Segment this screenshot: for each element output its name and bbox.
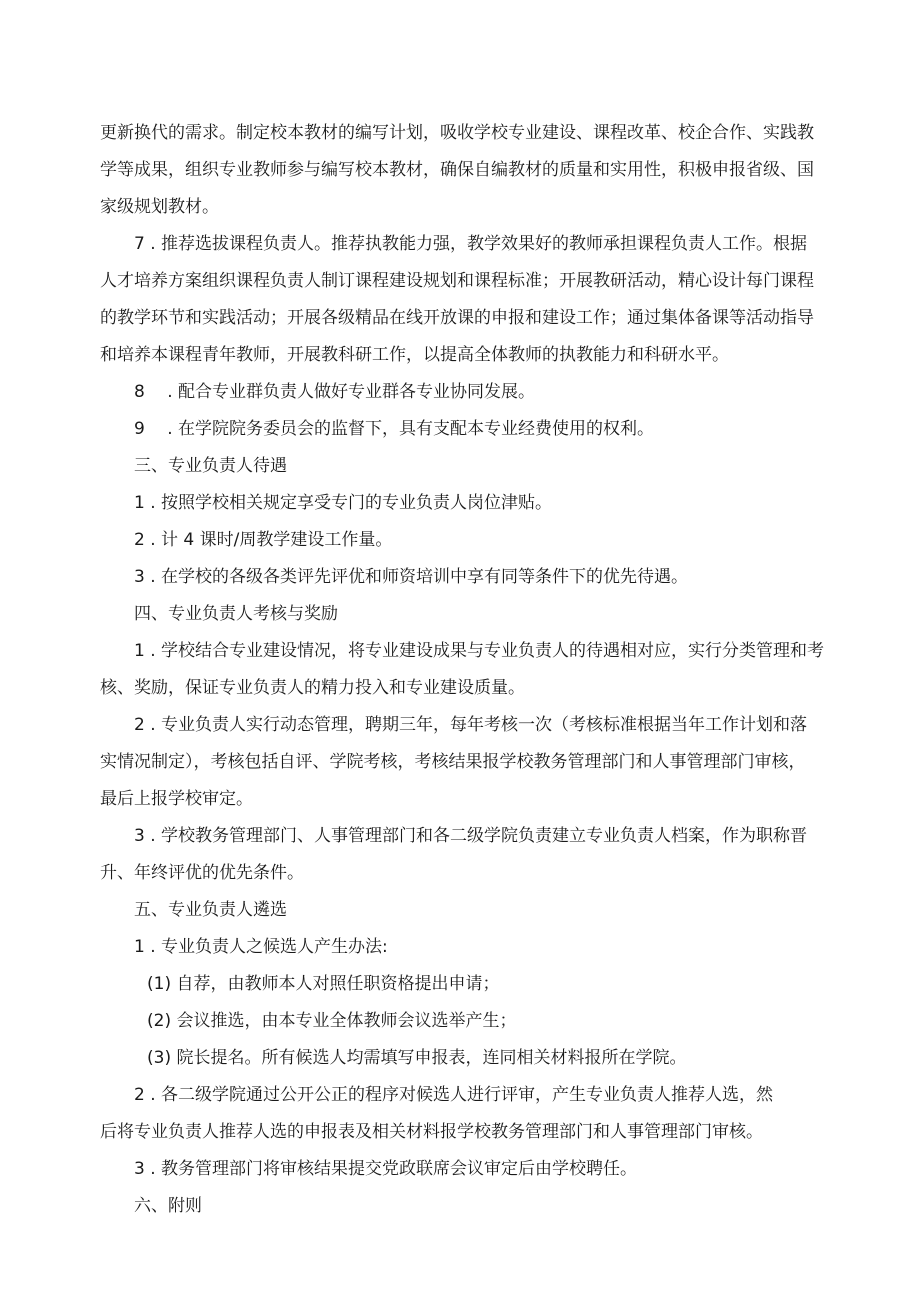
paragraph-line: 最后上报学校审定。 bbox=[100, 789, 253, 809]
section-heading: 三、专业负责人待遇 bbox=[134, 456, 287, 476]
paragraph-line: 3 . 学校教务管理部门、人事管理部门和各二级学院负责建立专业负责人档案，作为职称晋 bbox=[134, 826, 808, 846]
paragraph-line: 1 . 按照学校相关规定享受专门的专业负责人岗位津贴。 bbox=[134, 493, 553, 513]
paragraph-line: 核、奖励，保证专业负责人的精力投入和专业建设质量。 bbox=[100, 678, 525, 698]
paragraph-line: 9 . 在学院院务委员会的监督下，具有支配本专业经费使用的权利。 bbox=[134, 419, 655, 439]
paragraph-line: 8 . 配合专业群负责人做好专业群各专业协同发展。 bbox=[134, 382, 536, 402]
paragraph-line: 和培养本课程青年教师，开展教科研工作，以提高全体教师的执教能力和科研水平。 bbox=[100, 345, 729, 365]
paragraph-line: 后将专业负责人推荐人选的申报表及相关材料报学校教务管理部门和人事管理部门审核。 bbox=[100, 1122, 763, 1142]
list-item: (1) 自荐，由教师本人对照任职资格提出申请； bbox=[147, 974, 500, 994]
paragraph-line: 1 . 专业负责人之候选人产生办法: bbox=[134, 937, 388, 957]
paragraph-line: 更新换代的需求。制定校本教材的编写计划，吸收学校专业建设、课程改革、校企合作、实践教 bbox=[100, 123, 814, 143]
paragraph-line: 实情况制定），考核包括自评、学院考核，考核结果报学校教务管理部门和人事管理部门审核， bbox=[100, 752, 806, 772]
paragraph-line: 学等成果，组织专业教师参与编写校本教材，确保自编教材的质量和实用性，积极申报省级、国 bbox=[100, 160, 814, 180]
paragraph-line: 3 . 在学校的各级各类评先评优和师资培训中享有同等条件下的优先待遇。 bbox=[134, 567, 689, 587]
paragraph-line: 的教学环节和实践活动；开展各级精品在线开放课的申报和建设工作；通过集体备课等活动指导 bbox=[100, 308, 814, 328]
list-item: (3) 院长提名。所有候选人均需填写申报表，连同相关材料报所在学院。 bbox=[147, 1048, 687, 1068]
list-item: (2) 会议推选，由本专业全体教师会议选举产生； bbox=[147, 1011, 517, 1031]
paragraph-line: 1 . 学校结合专业建设情况，将专业建设成果与专业负责人的待遇相对应，实行分类管理和考 bbox=[134, 641, 825, 661]
paragraph-line: 2 . 专业负责人实行动态管理，聘期三年，每年考核一次（考核标准根据当年工作计划和落 bbox=[134, 715, 808, 735]
paragraph-line: 3 . 教务管理部门将审核结果提交党政联席会议审定后由学校聘任。 bbox=[134, 1159, 638, 1179]
section-heading: 六、附则 bbox=[134, 1196, 202, 1216]
paragraph-line: 7 . 推荐选拔课程负责人。推荐执教能力强，教学效果好的教师承担课程负责人工作。根据 bbox=[134, 234, 808, 254]
paragraph-line: 人才培养方案组织课程负责人制订课程建设规划和课程标准；开展教研活动，精心设计每门课程 bbox=[100, 271, 814, 291]
paragraph-line: 升、年终评优的优先条件。 bbox=[100, 863, 304, 883]
paragraph-line: 家级规划教材。 bbox=[100, 197, 219, 217]
section-heading: 五、专业负责人遴选 bbox=[134, 900, 287, 920]
paragraph-line: 2 . 各二级学院通过公开公正的程序对候选人进行评审，产生专业负责人推荐人选，然 bbox=[134, 1085, 774, 1105]
paragraph-line: 2 . 计 4 课时/周教学建设工作量。 bbox=[134, 530, 393, 550]
section-heading: 四、专业负责人考核与奖励 bbox=[134, 604, 338, 624]
